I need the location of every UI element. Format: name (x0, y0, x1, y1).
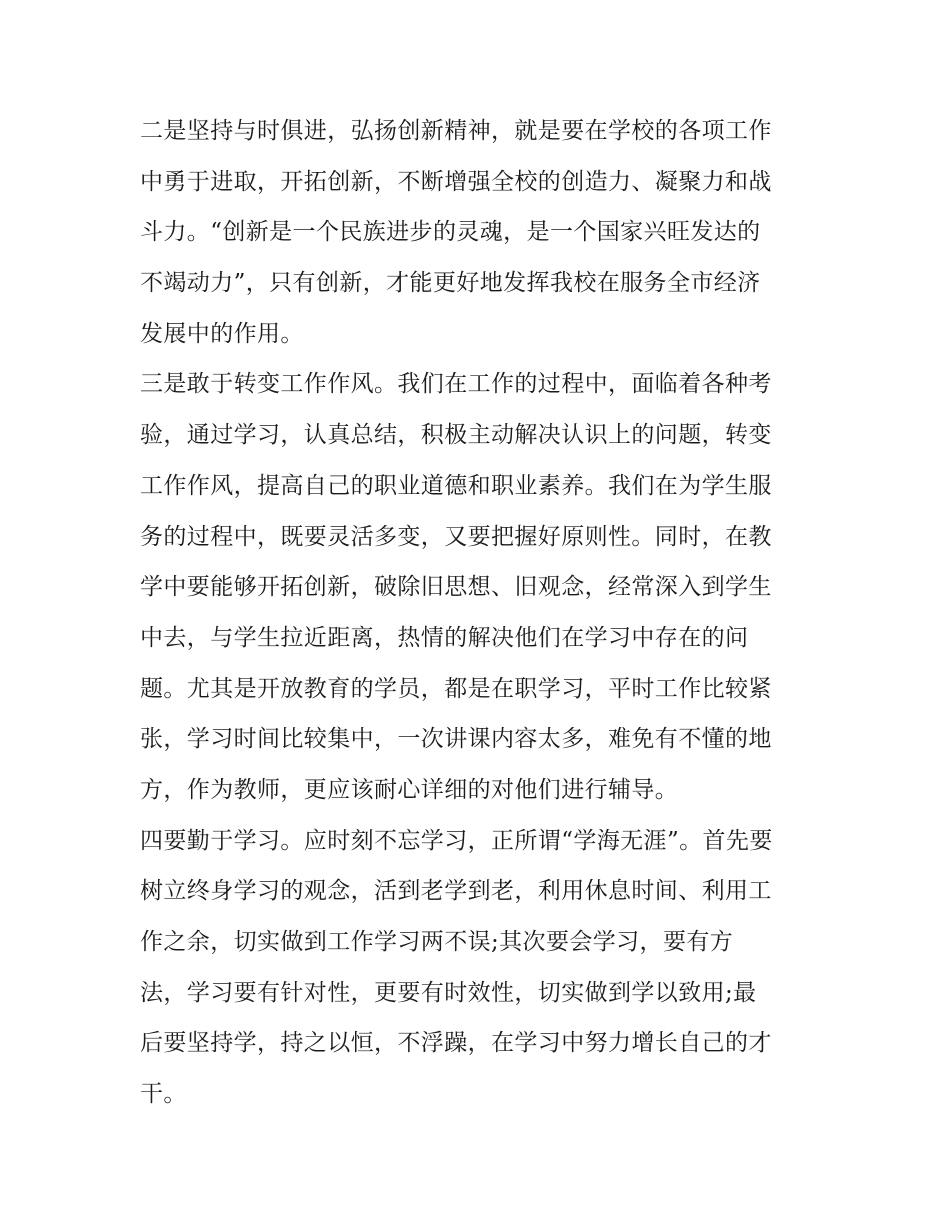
text-line: 验，通过学习，认真总结，积极主动解决认识上的问题，转变 (140, 422, 772, 449)
document-body (140, 106, 820, 1120)
text-line: 务的过程中，既要灵活多变，又要把握好原则性。同时，在教 (140, 523, 772, 550)
text-line: 三是敢于转变工作作风。我们在工作的过程中，面临着各种考 (140, 371, 772, 398)
text-line: 中勇于进取，开拓创新，不断增强全校的创造力、凝聚力和战 (140, 168, 772, 195)
text-line: 二是坚持与时俱进，弘扬创新精神，就是要在学校的各项工作 (140, 118, 772, 144)
text-line: 斗力。“创新是一个民族进步的灵魂，是一个国家兴旺发达的 (140, 219, 761, 246)
text-line: 发展中的作用。 (140, 320, 304, 347)
text-line: 工作作风，提高自己的职业道德和职业素养。我们在为学生服 (140, 472, 772, 499)
text-line: 中去，与学生拉近距离，热情的解决他们在学习中存在的问 (140, 624, 749, 651)
text-line: 四要勤于学习。应时刻不忘学习，正所谓“学海无涯”。首先要 (140, 827, 773, 854)
text-line: 题。尤其是开放教育的学员，都是在职学习，平时工作比较紧 (140, 675, 772, 702)
text-line: 作之余，切实做到工作学习两不误;其次要会学习，要有方 (140, 929, 734, 955)
text-line: 学中要能够开拓创新，破除旧思想、旧观念，经常深入到学生 (140, 574, 772, 601)
text-line: 后要坚持学，持之以恒，不浮躁，在学习中努力增长自己的才 (140, 1030, 772, 1057)
text-line: 干。 (140, 1081, 187, 1108)
text-line: 树立终身学习的观念，活到老学到老，利用休息时间、利用工 (140, 878, 772, 905)
text-line: 不竭动力”，只有创新，才能更好地发挥我校在服务全市经济 (140, 270, 761, 297)
text-line: 法，学习要有针对性，更要有时效性，切实做到学以致用;最 (140, 979, 757, 1006)
text-line: 方，作为教师，更应该耐心详细的对他们进行辅导。 (140, 776, 679, 803)
text-line: 张，学习时间比较集中，一次讲课内容太多，难免有不懂的地 (140, 726, 772, 753)
